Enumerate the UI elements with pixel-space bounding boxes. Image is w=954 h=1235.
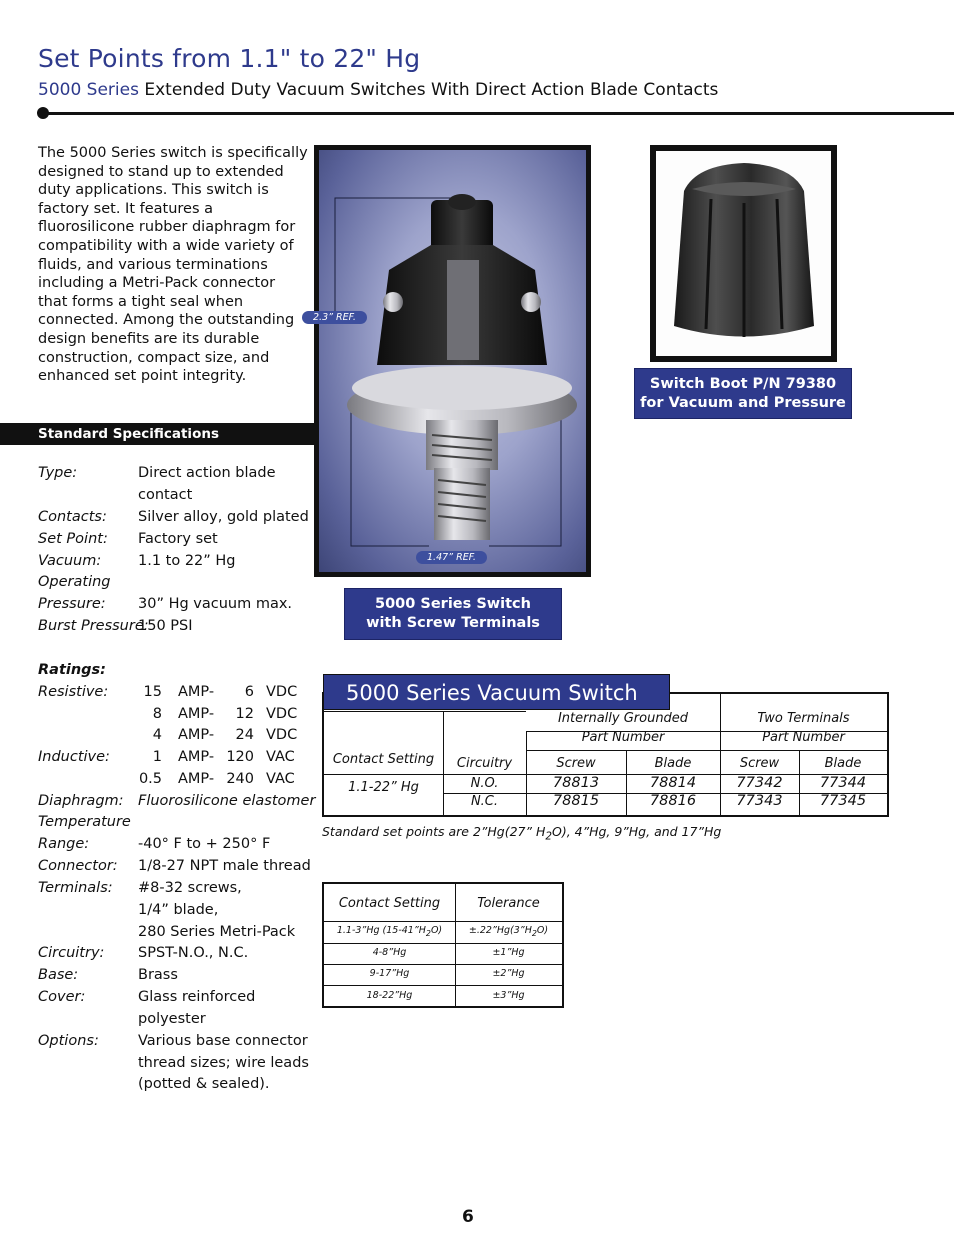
- table-divider: [324, 943, 562, 944]
- header-rule: [43, 112, 954, 115]
- boot-photo-caption: [634, 368, 852, 419]
- switch-photo-frame: [314, 145, 591, 577]
- rating-volts: 24: [235, 727, 254, 743]
- note-subscript: 2: [545, 830, 552, 843]
- table-divider: [324, 921, 562, 922]
- spec-value-options-cont: thread sizes; wire leads: [138, 1055, 309, 1071]
- boot-photo: [656, 151, 831, 356]
- part-number-cell: 78814: [649, 775, 697, 791]
- spec-label-options: Options:: [38, 1033, 99, 1049]
- spec-value-connector: 1/8-27 NPT male thread: [138, 858, 311, 874]
- spec-label-ratings: Ratings:: [38, 662, 106, 678]
- spec-value-terminals: #8-32 screws,: [138, 880, 242, 896]
- circuit-value: N.O.: [470, 776, 499, 791]
- rating-amps: 4: [152, 727, 162, 743]
- pressure-switch-illustration: [319, 150, 586, 572]
- rating-volts: 240: [226, 771, 254, 787]
- spec-label-operating: Operating: [38, 574, 111, 590]
- specs-heading: Standard Specifications: [38, 426, 219, 442]
- table-divider: [526, 750, 887, 751]
- range-text: O): [430, 925, 443, 936]
- height-reference-label: 2.3” REF.: [302, 311, 367, 324]
- spec-value-options-cont: (potted & sealed).: [138, 1076, 270, 1092]
- rating-unit: AMP-: [178, 706, 215, 722]
- page-title: Set Points from 1.1" to 22" Hg: [38, 44, 421, 73]
- standard-set-points-note: [322, 824, 721, 843]
- part-number-header: Part Number: [762, 730, 845, 745]
- spec-value-pressure: 30” Hg vacuum max.: [138, 596, 293, 612]
- contact-setting-value: 1.1-22” Hg: [348, 780, 419, 795]
- column-header-contact-setting: Contact Setting: [332, 752, 435, 767]
- spec-label-cover: Cover:: [38, 989, 86, 1005]
- circuit-value: N.C.: [470, 794, 499, 809]
- spec-label-vacuum: Vacuum:: [38, 553, 102, 569]
- spec-value-options: Various base connector: [138, 1033, 308, 1049]
- rating-unit: AMP-: [178, 771, 215, 787]
- rating-amps: 15: [143, 684, 162, 700]
- column-header-circuitry: Circuitry: [456, 756, 513, 771]
- spec-value-burst: 150 PSI: [138, 618, 193, 634]
- rating-type: VAC: [266, 771, 295, 787]
- page-number: 6: [462, 1207, 474, 1227]
- tolerance-value-cell: [455, 925, 562, 938]
- boot-photo-frame: [650, 145, 837, 362]
- caption-line: with Screw Terminals: [366, 615, 540, 631]
- spec-label-pressure: Pressure:: [38, 596, 106, 612]
- spec-label-diaphragm: Diaphragm:: [38, 793, 124, 809]
- spec-label-inductive: Inductive:: [38, 749, 110, 765]
- rating-type: VDC: [266, 706, 298, 722]
- part-number-cell: 78815: [552, 793, 600, 809]
- specs-heading-bar: [0, 423, 316, 445]
- column-header-screw: Screw: [556, 756, 596, 771]
- spec-value-type-cont: contact: [138, 487, 193, 503]
- spec-value-contacts: Silver alloy, gold plated: [138, 509, 309, 525]
- switch-boot-illustration: [656, 151, 831, 356]
- spec-label-temperature: Temperature: [38, 814, 131, 830]
- table-title: 5000 Series Vacuum Switch: [346, 681, 638, 705]
- spec-value-base: Brass: [138, 967, 178, 983]
- spec-value-setpoint: Factory set: [138, 531, 218, 547]
- column-header-blade: Blade: [654, 756, 692, 771]
- spec-value-range: -40° F to + 250° F: [138, 836, 271, 852]
- rating-volts: 12: [235, 706, 254, 722]
- column-header-blade: Blade: [824, 756, 862, 771]
- rating-unit: AMP-: [178, 727, 215, 743]
- tolerance-text: O): [536, 925, 549, 936]
- spec-value-cover-cont: polyester: [138, 1011, 206, 1027]
- caption-line: 5000 Series Switch: [375, 596, 531, 612]
- spec-value-circuitry: SPST-N.O., N.C.: [138, 945, 249, 961]
- tolerance-value-cell: ±2”Hg: [492, 968, 525, 979]
- part-number-cell: 77342: [736, 775, 783, 791]
- part-number-cell: 78816: [649, 793, 697, 809]
- column-header-contact-setting: Contact Setting: [338, 896, 441, 911]
- table-divider: [324, 964, 562, 965]
- spec-value-vacuum: 1.1 to 22” Hg: [138, 553, 236, 569]
- rating-type: VAC: [266, 749, 295, 765]
- rating-amps: 1: [152, 749, 162, 765]
- vacuum-switch-table-heading: [323, 674, 670, 710]
- group-header-internally-grounded: Internally Grounded: [557, 711, 689, 726]
- column-header-tolerance: Tolerance: [477, 896, 540, 911]
- rating-unit: AMP-: [178, 684, 215, 700]
- subtitle-description: Extended Duty Vacuum Switches With Direct Action Blade Contacts: [144, 80, 719, 100]
- range-text: 1.1-3”Hg (15-41”H: [336, 925, 426, 936]
- spec-label-burst: Burst Pressure:: [38, 618, 149, 634]
- caption-line: for Vacuum and Pressure: [640, 394, 846, 411]
- part-number-cell: 77345: [819, 793, 867, 809]
- tolerance-range-cell: 4-8”Hg: [372, 947, 407, 958]
- table-divider: [324, 985, 562, 986]
- spec-label-type: Type:: [38, 465, 78, 481]
- tolerance-subscript: 2: [531, 928, 537, 938]
- part-number-cell: 77343: [736, 793, 783, 809]
- page-subtitle: [38, 80, 718, 100]
- rating-volts: 6: [244, 684, 254, 700]
- spec-value-terminals-cont: 1/4” blade,: [138, 902, 219, 918]
- spec-label-circuitry: Circuitry:: [38, 945, 105, 961]
- spec-value-cover: Glass reinforced: [138, 989, 256, 1005]
- part-number-cell: 77344: [819, 775, 867, 791]
- spec-label-base: Base:: [38, 967, 79, 983]
- spec-value-diaphragm: Fluorosilicone elastomer: [138, 793, 316, 809]
- spec-label-terminals: Terminals:: [38, 880, 113, 896]
- spec-label-setpoint: Set Point:: [38, 531, 108, 547]
- spec-label-contacts: Contacts:: [38, 509, 107, 525]
- note-text: O), 4”Hg, 9”Hg, and 17”Hg: [551, 824, 722, 839]
- rating-unit: AMP-: [178, 749, 215, 765]
- tolerance-range-cell: [324, 925, 455, 938]
- group-header-two-terminals: Two Terminals: [757, 711, 850, 726]
- subtitle-series: 5000 Series: [38, 80, 139, 100]
- part-number-header: Part Number: [581, 730, 665, 745]
- rating-volts: 120: [226, 749, 254, 765]
- tolerance-table: [322, 882, 564, 1008]
- table-divider: [324, 711, 526, 712]
- column-header-screw: Screw: [739, 756, 780, 771]
- tolerance-value-cell: ±3”Hg: [492, 990, 525, 1001]
- spec-label-resistive: Resistive:: [38, 684, 109, 700]
- tolerance-value-cell: ±1”Hg: [492, 947, 525, 958]
- switch-photo: [313, 150, 586, 572]
- tolerance-range-cell: 9-17”Hg: [369, 968, 410, 979]
- spec-value-type: Direct action blade: [138, 465, 276, 481]
- width-reference-label: 1.47” REF.: [416, 551, 487, 564]
- switch-photo-caption: [344, 588, 562, 640]
- tolerance-range-cell: 18-22”Hg: [366, 990, 413, 1001]
- rating-type: VDC: [266, 727, 298, 743]
- intro-paragraph: The 5000 Series switch is specifically designed to stand up to extended duty applications. This switch is factory set. It features a fluorosilicone rubber diaphragm for compatibility with a wide variety of fluids, and various terminations including a Metri-Pack connector that forms a tight seal when connected. Among the outstanding design benefits are its durable construction, compact size, and enhanced set point integrity.: [38, 145, 308, 385]
- spec-label-connector: Connector:: [38, 858, 118, 874]
- tolerance-text: ±.22”Hg(3”H: [468, 925, 532, 936]
- note-text: Standard set points are 2”Hg(27” H: [322, 824, 546, 839]
- spec-value-terminals-cont: 280 Series Metri-Pack: [138, 924, 296, 940]
- rating-type: VDC: [266, 684, 298, 700]
- caption-line: Switch Boot P/N 79380: [649, 375, 837, 392]
- range-subscript: 2: [425, 928, 431, 938]
- part-number-cell: 78813: [552, 775, 600, 791]
- rating-amps: 8: [152, 706, 162, 722]
- rating-amps: 0.5: [138, 771, 162, 787]
- spec-label-range: Range:: [38, 836, 90, 852]
